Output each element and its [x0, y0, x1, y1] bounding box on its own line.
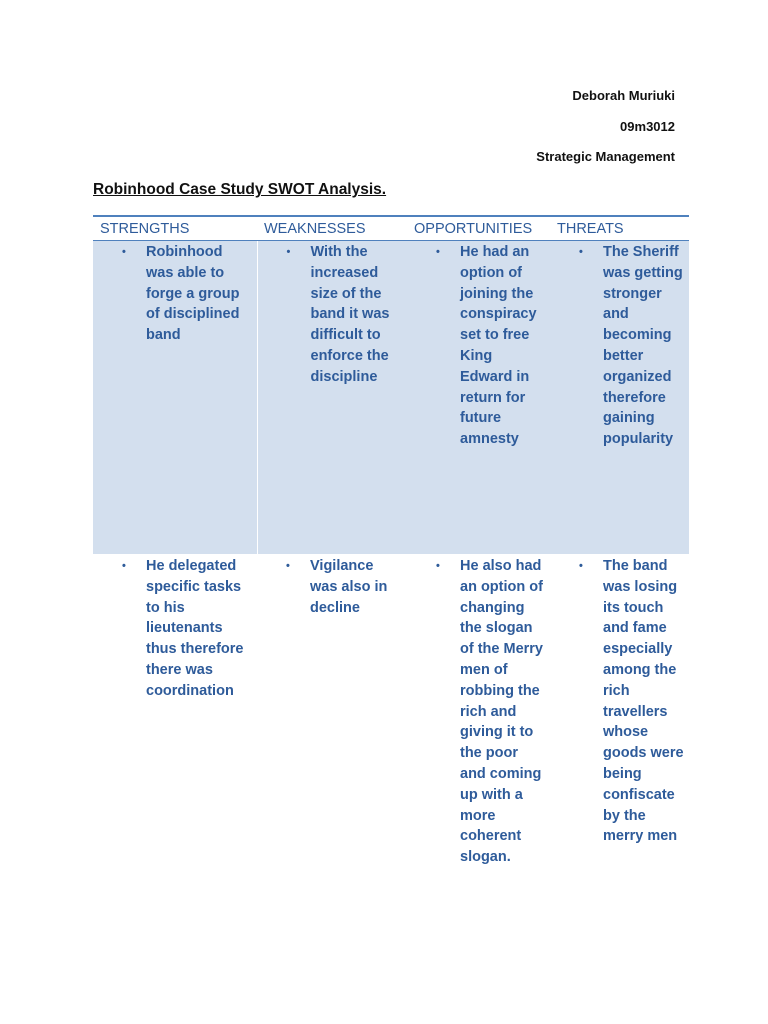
- bullet-icon: •: [579, 246, 583, 258]
- table-cell-threat: [550, 241, 689, 555]
- bullet-icon: •: [436, 560, 440, 572]
- swot-table: [93, 215, 689, 868]
- table-header-row: [93, 216, 689, 241]
- header-opportunities: OPPORTUNITIES: [407, 216, 550, 241]
- bullet-icon: •: [286, 560, 290, 572]
- table-cell-threat: [550, 554, 689, 868]
- table-cell-strength: [93, 554, 257, 868]
- bullet-icon: •: [579, 560, 583, 572]
- table-row: [93, 554, 689, 868]
- header-threats: THREATS: [550, 216, 689, 241]
- cell-text: The band was losing its touch and fame especially among the rich travellers whose goods were being confiscate by the merry men: [603, 558, 684, 845]
- header-weaknesses: WEAKNESSES: [257, 216, 407, 241]
- cell-text: The Sheriff was getting stronger and becoming better organized therefore gaining popularity: [603, 244, 683, 448]
- bullet-icon: •: [286, 246, 291, 258]
- cell-text: With the increased size of the band it was difficult to enforce the discipline: [310, 244, 390, 385]
- bullet-icon: •: [122, 246, 126, 258]
- table-cell-opportunity: [407, 554, 550, 868]
- bullet-icon: •: [436, 246, 440, 258]
- cell-text: He delegated specific tasks to his lieutenants thus therefore there was coordination: [146, 558, 244, 699]
- header-strengths: STRENGTHS: [93, 216, 257, 241]
- table-cell-weakness: [257, 554, 407, 868]
- cell-text: He had an option of joining the conspiracy set to free King Edward in return for future amnesty: [460, 244, 537, 448]
- table-cell-strength: [93, 241, 257, 555]
- student-id: 09m3012: [620, 119, 675, 134]
- cell-text: He also had an option of changing the slogan of the Merry men of robbing the rich and giving it to the poor and coming up with a more coherent slogan.: [460, 558, 543, 866]
- course-name: Strategic Management: [536, 149, 675, 164]
- table-cell-opportunity: [407, 241, 550, 555]
- table-row: [93, 241, 689, 555]
- bullet-icon: •: [122, 560, 126, 572]
- document-title: Robinhood Case Study SWOT Analysis.: [93, 181, 387, 198]
- cell-text: Robinhood was able to forge a group of disciplined band: [146, 244, 240, 344]
- cell-text: Vigilance was also in decline: [310, 558, 388, 616]
- author-name: Deborah Muriuki: [572, 88, 675, 103]
- table-cell-weakness: [257, 241, 407, 555]
